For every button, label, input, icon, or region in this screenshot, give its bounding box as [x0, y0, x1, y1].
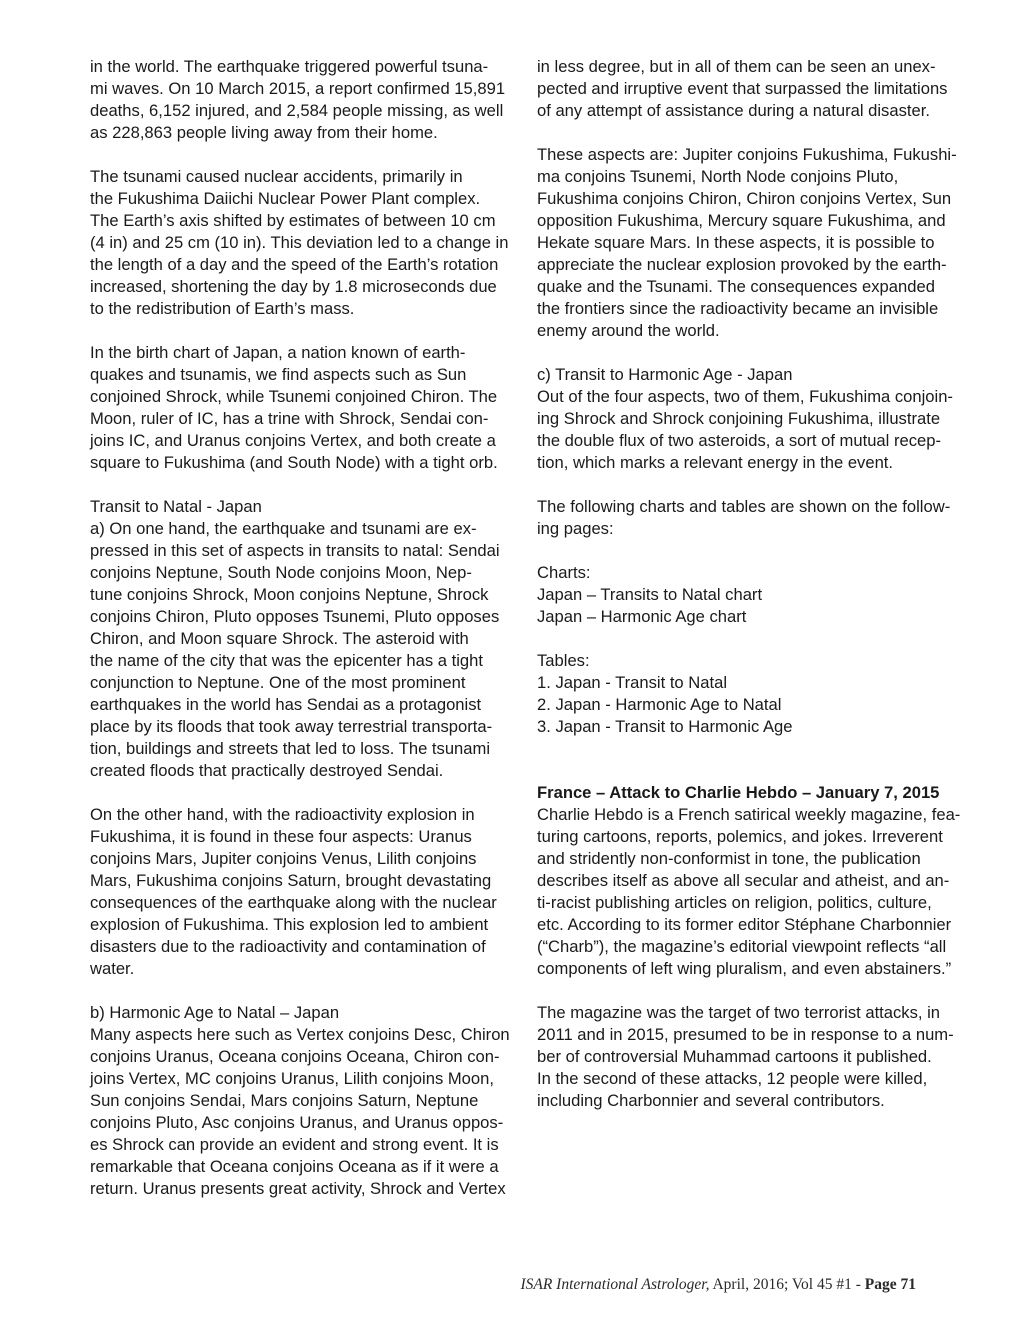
right-column [537, 56, 969, 1134]
list-item: 2. Japan - Harmonic Age to Natal [537, 695, 782, 714]
list-item: Japan – Transits to Natal chart [537, 585, 763, 604]
list-item: 3. Japan - Transit to Harmonic Age [537, 717, 793, 736]
section-heading: France – Attack to Charlie Hebdo – January 7, 2015 [537, 783, 940, 802]
paragraph: The following charts and tables are shown on the follow- ing pages: [537, 497, 951, 538]
paragraph: The tsunami caused nuclear accidents, primarily in the Fukushima Daiichi Nuclear Power Plant complex. The Earth’s axis shifted by estimates of between 10 cm (4 in) and 25 cm (10 in). This deviation led to a change in the length of a day and the speed of the Earth’s rotation increased, shortening the day by 1.8 microseconds due to the redistribution of Earth’s mass. [90, 167, 509, 318]
paragraph: in less degree, but in all of them can be seen an unex- pected and irruptive event that surpassed the limitations of any attempt of assistance during a natural disaster. [537, 57, 948, 120]
paragraph: Charlie Hebdo is a French satirical weekly magazine, fea- turing cartoons, reports, polemics, and jokes. Irreverent and stridently non-conformist in tone, the publication describes itself as above all secular and atheist, and an- ti-racist publishing articles on religion, politics, culture, etc. According to its former editor Stéphane Charbonnier (“Charb”), the magazine’s editorial viewpoint reflects “all components of left wing pluralism, and even abstainers.” [537, 805, 961, 978]
list-item: 1. Japan - Transit to Natal [537, 673, 728, 692]
tables-list [537, 650, 969, 738]
paragraph: These aspects are: Jupiter conjoins Fukushima, Fukushi- ma conjoins Tsunemi, North Node conjoins Pluto, Fukushima conjoins Chiron, Chiron conjoins Vertex, Sun opposition Fukushima, Mercury square Fukushima, and Hekate square Mars. In these aspects, it is possible to appreciate the nuclear explosion provoked by the earth- quake and the Tsunami. The consequences expanded the frontiers since the radioactivity became an invisible enemy around the world. [537, 145, 957, 340]
paragraph: The magazine was the target of two terrorist attacks, in 2011 and in 2015, presumed to be in response to a num- ber of controversial Muhammad cartoons it published. In the second of these attacks, 12 people were killed, including Charbonnier and several contributors. [537, 1003, 954, 1110]
left-column [90, 56, 518, 1222]
issue-info: April, 2016; Vol 45 #1 - [709, 1276, 865, 1293]
page-footer [500, 1276, 916, 1294]
paragraph: In the birth chart of Japan, a nation known of earth- quakes and tsunamis, we find aspects such as Sun conjoined Shrock, while Tsunemi conjoined Chiron. The Moon, ruler of IC, has a trine with Shrock, Sendai con- joins IC, and Uranus conjoins Vertex, and both create a square to Fukushima (and South Node) with a tight orb. [90, 343, 498, 472]
charts-list [537, 562, 969, 628]
paragraph: in the world. The earthquake triggered powerful tsuna- mi waves. On 10 March 2015, a report confirmed 15,891 deaths, 6,152 injured, and 2,584 people missing, as well as 228,863 people living away from their home. [90, 57, 506, 142]
section-charlie-hebdo [537, 782, 969, 980]
paragraph: Transit to Natal - Japan a) On one hand, the earthquake and tsunami are ex- pressed in this set of aspects in transits to natal: Sendai conjoins Neptune, South Node conjoins Moon, Nep- tune conjoins Shrock, Moon conjoins Neptune, Shrock conjoins Chiron, Pluto opposes Tsunemi, Pluto opposes Chiron, and Moon square Shrock. The asteroid with the name of the city that was the epicenter has a tight conjunction to Neptune. One of the most prominent earthquakes in the world has Sendai as a protagonist place by its floods that took away terrestrial transporta- tion, buildings and streets that led to loss. The tsunami created floods that practically destroyed Sendai. [90, 497, 500, 780]
journal-name: ISAR International Astrologer, [520, 1276, 710, 1293]
tables-heading: Tables: [537, 651, 590, 670]
page-number: Page 71 [864, 1276, 916, 1293]
paragraph: c) Transit to Harmonic Age - Japan Out of the four aspects, two of them, Fukushima conjoin- ing Shrock and Shrock conjoining Fukushima, illustrate the double flux of two asteroids, a sort of mutual recep- tion, which marks a relevant energy in the event. [537, 365, 953, 472]
list-item: Japan – Harmonic Age chart [537, 607, 747, 626]
paragraph: b) Harmonic Age to Natal – Japan Many aspects here such as Vertex conjoins Desc, Chiron conjoins Uranus, Oceana conjoins Oceana, Chiron con- joins Vertex, MC conjoins Uranus, Lilith conjoins Moon, Sun conjoins Sendai, Mars conjoins Saturn, Neptune conjoins Pluto, Asc conjoins Uranus, and Uranus oppos- es Shrock can provide an evident and strong event. It is remarkable that Oceana conjoins Oceana as if it were a return. Uranus presents great activity, Shrock and Vertex [90, 1003, 510, 1198]
paragraph: On the other hand, with the radioactivity explosion in Fukushima, it is found in these four aspects: Uranus conjoins Mars, Jupiter conjoins Venus, Lilith conjoins Mars, Fukushima conjoins Saturn, brought devastating consequences of the earthquake along with the nuclear explosion of Fukushima. This explosion led to ambient disasters due to the radioactivity and contamination of water. [90, 805, 497, 978]
charts-heading: Charts: [537, 563, 591, 582]
